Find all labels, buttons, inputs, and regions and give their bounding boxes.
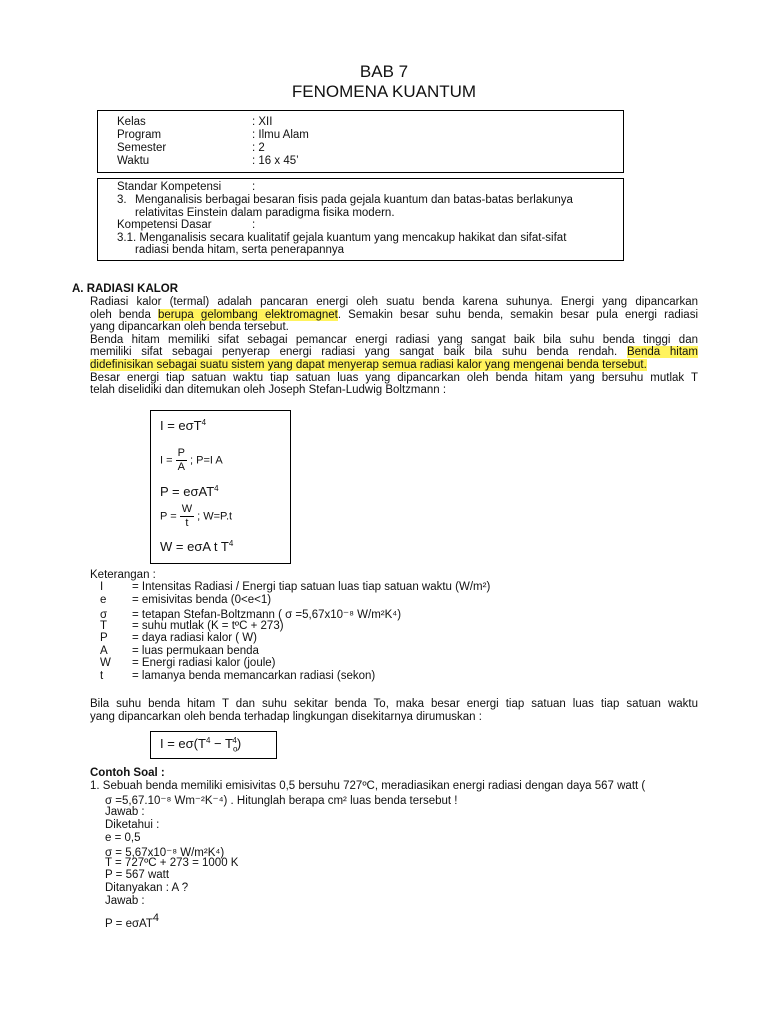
legend-row: e = emisivitas benda (0<e<1) [100, 594, 272, 606]
answer-line: T = 727ºC + 273 = 1000 K [105, 857, 239, 869]
p2-line2: memiliki sifat sebagai penyerap energi radiasi yang sangat baik bila suhu benda rendah. Benda hitam [90, 346, 698, 359]
paragraph-radiasi [90, 296, 698, 397]
highlight-benda-hitam: Benda hitam [626, 346, 698, 359]
legend-row: T = suhu mutlak (K = tºC + 273) [100, 620, 284, 632]
sk-text-line2: relativitas Einstein dalam paradigma fisika modern. [135, 207, 395, 219]
answer-line: Ditanyakan : A ? [105, 882, 189, 894]
p3-line1: Besar energi tiap satuan waktu tiap satuan luas yang dipancarkan oleh benda hitam yang bersuhu mutlak T [90, 371, 698, 384]
contoh-heading: Contoh Soal : [90, 767, 165, 779]
legend-row: σ = tetapan Stefan-Boltzmann ( σ =5,67x10⁻⁸ W/m²K⁴) [100, 609, 402, 621]
p2-line3 [90, 359, 698, 372]
legend-row: W = Energi radiasi kalor (joule) [100, 657, 276, 669]
question-1-line2: σ =5,67.10⁻⁸ Wm⁻²K⁻⁴) . Hitunglah berapa cm² luas benda tersebut ! [105, 795, 458, 807]
info-label-waktu: Waktu [117, 155, 150, 167]
kd-label: Kompetensi Dasar [117, 219, 212, 231]
sk-label: Standar Kompetensi [117, 181, 222, 193]
info-label-kelas: Kelas [117, 116, 146, 128]
answer-line: Jawab : [105, 806, 145, 818]
sk-number: 3. [117, 194, 127, 206]
p4-line2: yang dipancarkan oleh benda terhadap lingkungan disekitarnya dirumuskan : [90, 710, 482, 723]
chapter-title: FENOMENA KUANTUM [291, 82, 477, 101]
p1-line2: oleh benda berupa gelombang elektromagnet. Semakin besar suhu benda, semakin besar pula energi radiasi [90, 308, 698, 321]
section-heading: A. RADIASI KALOR [72, 283, 179, 295]
p3-line2: telah diselidiki dan ditemukan oleh Joseph Stefan-Ludwig Boltzmann : [90, 384, 447, 397]
p1-line3: yang dipancarkan oleh benda tersebut. [90, 321, 289, 334]
info-box [97, 110, 624, 173]
info-value-program: : Ilmu Alam [252, 129, 309, 141]
formula-intensity-power: I = $\frac{P}{A}$ ; P=I A [160, 447, 223, 473]
highlight-definisi: didefinisikan sebagai suatu sistem yang dapat menyerap semua radiasi kalor yang mengenai benda tersebut. [90, 358, 647, 371]
legend-row: P = daya radiasi kalor ( W) [100, 632, 257, 644]
answer-line: Diketahui : [105, 819, 160, 831]
sk-colon: : [252, 181, 256, 193]
answer-line: P = 567 watt [105, 869, 170, 881]
p4-line1: Bila suhu benda hitam T dan suhu sekitar benda To, maka besar energi tiap satuan luas tiap satuan waktu [90, 698, 698, 710]
p1-line1: Radiasi kalor (termal) adalah pancaran energi oleh suatu benda karena suhunya. Energi yang dipancarkan [90, 296, 698, 308]
info-value-semester: : 2 [252, 142, 265, 154]
question-1-line1: 1. Sebuah benda memiliki emisivitas 0,5 bersuhu 727ºC, meradiasikan energi radiasi dengan daya 567 watt ( [90, 780, 646, 792]
formula-power-energy: P = $\frac{W}{t}$ ; W=P.t [160, 503, 233, 529]
info-label-program: Program [117, 129, 162, 141]
formula-energy: W = eσA t $T^4$ [160, 539, 234, 554]
info-label-semester: Semester [117, 142, 167, 154]
legend-row: t = lamanya benda memancarkan radiasi (sekon) [100, 670, 376, 682]
answer-line: Jawab : [105, 895, 145, 907]
kd-text-line2: radiasi benda hitam, serta penerapannya [135, 244, 345, 256]
paragraph-lingkungan [90, 698, 698, 723]
legend-row: A = luas permukaan benda [100, 645, 259, 657]
legend-row: I = Intensitas Radiasi / Energi tiap satuan luas tiap satuan waktu (W/m²) [100, 581, 491, 593]
highlight-elektromagnet: berupa gelombang elektromagnet [157, 308, 338, 321]
answer-formula: P = eσAT$^4$ [105, 912, 160, 930]
keterangan-label: Keterangan : [90, 569, 156, 581]
chapter-number: BAB 7 [359, 62, 409, 81]
formula-intensity: I = eσT$^4$ [160, 418, 207, 433]
answer-line: σ = 5,67x10⁻⁸ W/m²K⁴) [105, 847, 225, 859]
formula-net-intensity: $I = e\sigma(T^4 - T_o^4)$ [160, 736, 242, 754]
sk-text-line1: Menganalisis berbagai besaran fisis pada gejala kuantum dan batas-batas berlakunya [135, 194, 573, 206]
answer-line: e = 0,5 [105, 832, 141, 844]
kd-colon: : [252, 219, 256, 231]
formula-power: P = eσAT$^4$ [160, 484, 219, 499]
kd-text-line1: 3.1. Menganalisis secara kualitatif gejala kuantum yang mencakup hakikat dan sifat-sifat [117, 232, 567, 244]
p2-line1: Benda hitam memiliki sifat sebagai pemancar energi radiasi yang sangat baik bila suhu benda tinggi dan [90, 333, 698, 346]
info-value-kelas: : XII [252, 116, 273, 128]
info-value-waktu: : 16 x 45’ [252, 155, 299, 167]
